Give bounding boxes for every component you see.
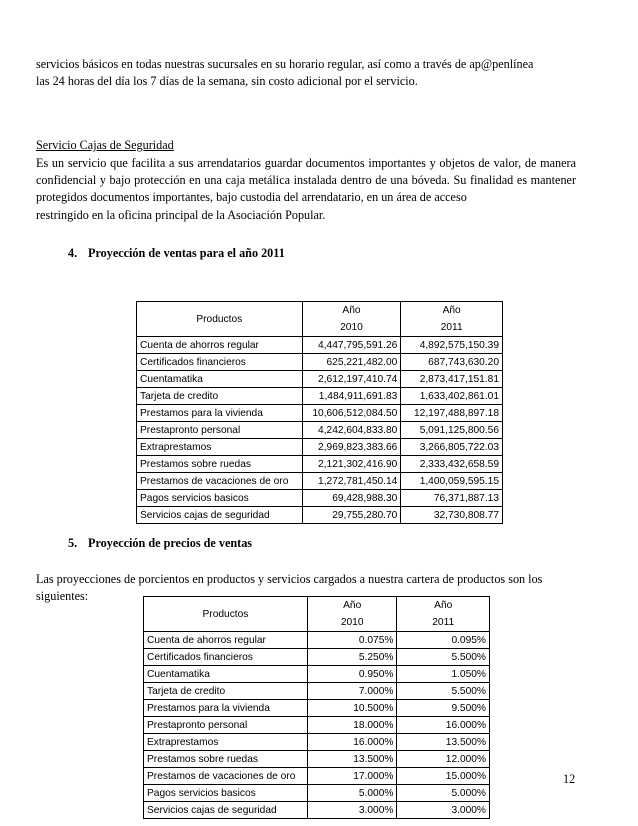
- value-2011-cell: 5.500%: [397, 649, 490, 666]
- table-row: [144, 632, 490, 649]
- table-row: [144, 802, 490, 819]
- value-2010-cell: 10.500%: [307, 700, 397, 717]
- safe-deposit-line-3: es mantener protegidos documentos importantes, bajo custodia del arrendatario, en un área de acceso: [36, 173, 577, 205]
- value-2010-cell: 4,242,604,833.80: [302, 422, 401, 439]
- prices-line-2: siguientes:: [36, 589, 89, 604]
- product-name-cell: Extraprestamos: [144, 734, 308, 751]
- value-2011-cell: 2,873,417,151.81: [401, 371, 503, 388]
- value-2011-cell: 5.500%: [397, 683, 490, 700]
- product-name-cell: Certificados financieros: [144, 649, 308, 666]
- value-2011-cell: 0.095%: [397, 632, 490, 649]
- section-4-title: Proyección de ventas para el año 2011: [88, 246, 285, 260]
- value-2011-cell: 1,633,402,861.01: [401, 388, 503, 405]
- intro-line-2: las 24 horas del día los 7 días de la semana, sin costo adicional por el servicio.: [36, 74, 418, 89]
- value-2011-cell: 12,197,488,897.18: [401, 405, 503, 422]
- value-2011-cell: 4,892,575,150.39: [401, 337, 503, 354]
- table-row: [137, 422, 503, 439]
- value-2011-cell: 76,371,887.13: [401, 490, 503, 507]
- product-name-cell: Pagos servicios basicos: [137, 490, 303, 507]
- table-row: [137, 473, 503, 490]
- value-2010-cell: 10,606,512,084.50: [302, 405, 401, 422]
- section-5-heading: [68, 536, 252, 551]
- product-name-cell: Cuenta de ahorros regular: [144, 632, 308, 649]
- value-2010-cell: 1,484,911,691.83: [302, 388, 401, 405]
- safe-deposit-paragraph: [36, 155, 576, 224]
- value-2010-cell: 69,428,988.30: [302, 490, 401, 507]
- year-label: Año: [442, 305, 461, 316]
- table-row: [144, 666, 490, 683]
- product-name-cell: Cuenta de ahorros regular: [137, 337, 303, 354]
- intro-line-1: servicios básicos en todas nuestras sucursales en su horario regular, así como a través de ap@penlínea: [36, 57, 534, 71]
- price-projection-table: [143, 596, 490, 819]
- value-2010-cell: 5.250%: [307, 649, 397, 666]
- value-2011-cell: 1.050%: [397, 666, 490, 683]
- year-2010-header: [307, 597, 397, 632]
- value-2010-cell: 13.500%: [307, 751, 397, 768]
- table-row: [144, 768, 490, 785]
- year-label: Año: [342, 305, 361, 316]
- product-name-cell: Tarjeta de credito: [137, 388, 303, 405]
- product-column-header: Productos: [144, 597, 308, 632]
- section-4-heading: [68, 246, 285, 261]
- product-name-cell: Prestamos de vacaciones de oro: [137, 473, 303, 490]
- product-name-cell: Prestamos sobre ruedas: [144, 751, 308, 768]
- table-row: [144, 785, 490, 802]
- safe-deposit-line-1: Es un servicio que facilita a sus arrendatarios guardar documentos importantes y objetos de valor, de: [36, 156, 537, 170]
- safe-deposit-line-4: restringido en la oficina principal de la Asociación Popular.: [36, 207, 326, 222]
- product-name-cell: Prestamos de vacaciones de oro: [144, 768, 308, 785]
- table-row: [144, 717, 490, 734]
- value-2011-cell: 3.000%: [397, 802, 490, 819]
- value-2011-cell: 1,400,059,595.15: [401, 473, 503, 490]
- table-row: [144, 649, 490, 666]
- table-row: [137, 337, 503, 354]
- value-2010-cell: 625,221,482.00: [302, 354, 401, 371]
- value-2011-cell: 3,266,805,722.03: [401, 439, 503, 456]
- value-2010-cell: 29,755,280.70: [302, 507, 401, 524]
- section-5-title: Proyección de precios de ventas: [88, 536, 253, 550]
- intro-paragraph: [36, 56, 576, 90]
- product-name-cell: Certificados financieros: [137, 354, 303, 371]
- product-name-cell: Prestapronto personal: [137, 422, 303, 439]
- table-row: [137, 439, 503, 456]
- sales-table-header: [137, 302, 503, 337]
- section-4-number: 4.: [68, 246, 78, 260]
- product-name-cell: Servicios cajas de seguridad: [137, 507, 303, 524]
- value-2011-cell: 15.000%: [397, 768, 490, 785]
- product-name-cell: Cuentamatika: [137, 371, 303, 388]
- year-2010-header: [302, 302, 401, 337]
- value-2011-cell: 2,333,432,658.59: [401, 456, 503, 473]
- value-2010-cell: 2,612,197,410.74: [302, 371, 401, 388]
- product-name-cell: Extraprestamos: [137, 439, 303, 456]
- table-row: [137, 371, 503, 388]
- value-2010-cell: 3.000%: [307, 802, 397, 819]
- table-row: [137, 490, 503, 507]
- value-2011-cell: 5.000%: [397, 785, 490, 802]
- year-2011-header: [397, 597, 490, 632]
- year-value: 2011: [440, 322, 463, 333]
- value-2011-cell: 32,730,808.77: [401, 507, 503, 524]
- value-2010-cell: 2,969,823,383.66: [302, 439, 401, 456]
- table-row: [144, 751, 490, 768]
- value-2010-cell: 16.000%: [307, 734, 397, 751]
- value-2011-cell: 687,743,630.20: [401, 354, 503, 371]
- value-2011-cell: 5,091,125,800.56: [401, 422, 503, 439]
- value-2010-cell: 0.950%: [307, 666, 397, 683]
- table-row: [137, 354, 503, 371]
- product-name-cell: Pagos servicios basicos: [144, 785, 308, 802]
- table-row: [137, 388, 503, 405]
- table-row: [137, 405, 503, 422]
- value-2011-cell: 13.500%: [397, 734, 490, 751]
- value-2011-cell: 16.000%: [397, 717, 490, 734]
- value-2010-cell: 17.000%: [307, 768, 397, 785]
- value-2010-cell: 4,447,795,591.26: [302, 337, 401, 354]
- year-label: Año: [343, 600, 362, 611]
- value-2010-cell: 1,272,781,450.14: [302, 473, 401, 490]
- product-name-cell: Prestamos sobre ruedas: [137, 456, 303, 473]
- product-name-cell: Prestapronto personal: [144, 717, 308, 734]
- table-row: [137, 456, 503, 473]
- value-2010-cell: 0.075%: [307, 632, 397, 649]
- value-2010-cell: 18.000%: [307, 717, 397, 734]
- prices-line-1: Las proyecciones de porcientos en productos y servicios cargados a nuestra cartera de productos son los: [36, 572, 543, 586]
- product-name-cell: Tarjeta de credito: [144, 683, 308, 700]
- year-value: 2010: [340, 322, 363, 333]
- value-2011-cell: 9.500%: [397, 700, 490, 717]
- value-2010-cell: 5.000%: [307, 785, 397, 802]
- safe-deposit-title: Servicio Cajas de Seguridad: [36, 138, 174, 152]
- value-2011-cell: 12.000%: [397, 751, 490, 768]
- sales-projection-table: [136, 301, 503, 524]
- table-row: [144, 700, 490, 717]
- section-5-number: 5.: [68, 536, 78, 550]
- prices-table-header: [144, 597, 490, 632]
- product-column-header: Productos: [137, 302, 303, 337]
- year-value: 2010: [340, 617, 364, 628]
- year-label: Año: [434, 600, 453, 611]
- value-2010-cell: 2,121,302,416.90: [302, 456, 401, 473]
- year-value: 2011: [432, 617, 455, 628]
- safe-deposit-line-2: manera confidencial y bajo protección en una caja metálica instalada dentro de una bóveda. Su finalidad: [36, 156, 577, 188]
- table-row: [144, 734, 490, 751]
- table-row: [144, 683, 490, 700]
- page-number: 12: [563, 772, 576, 786]
- product-name-cell: Servicios cajas de seguridad: [144, 802, 308, 819]
- value-2010-cell: 7.000%: [307, 683, 397, 700]
- table-row: [137, 507, 503, 524]
- product-name-cell: Cuentamatika: [144, 666, 308, 683]
- product-name-cell: Prestamos para la vivienda: [144, 700, 308, 717]
- product-name-cell: Prestamos para la vivienda: [137, 405, 303, 422]
- year-2011-header: [401, 302, 503, 337]
